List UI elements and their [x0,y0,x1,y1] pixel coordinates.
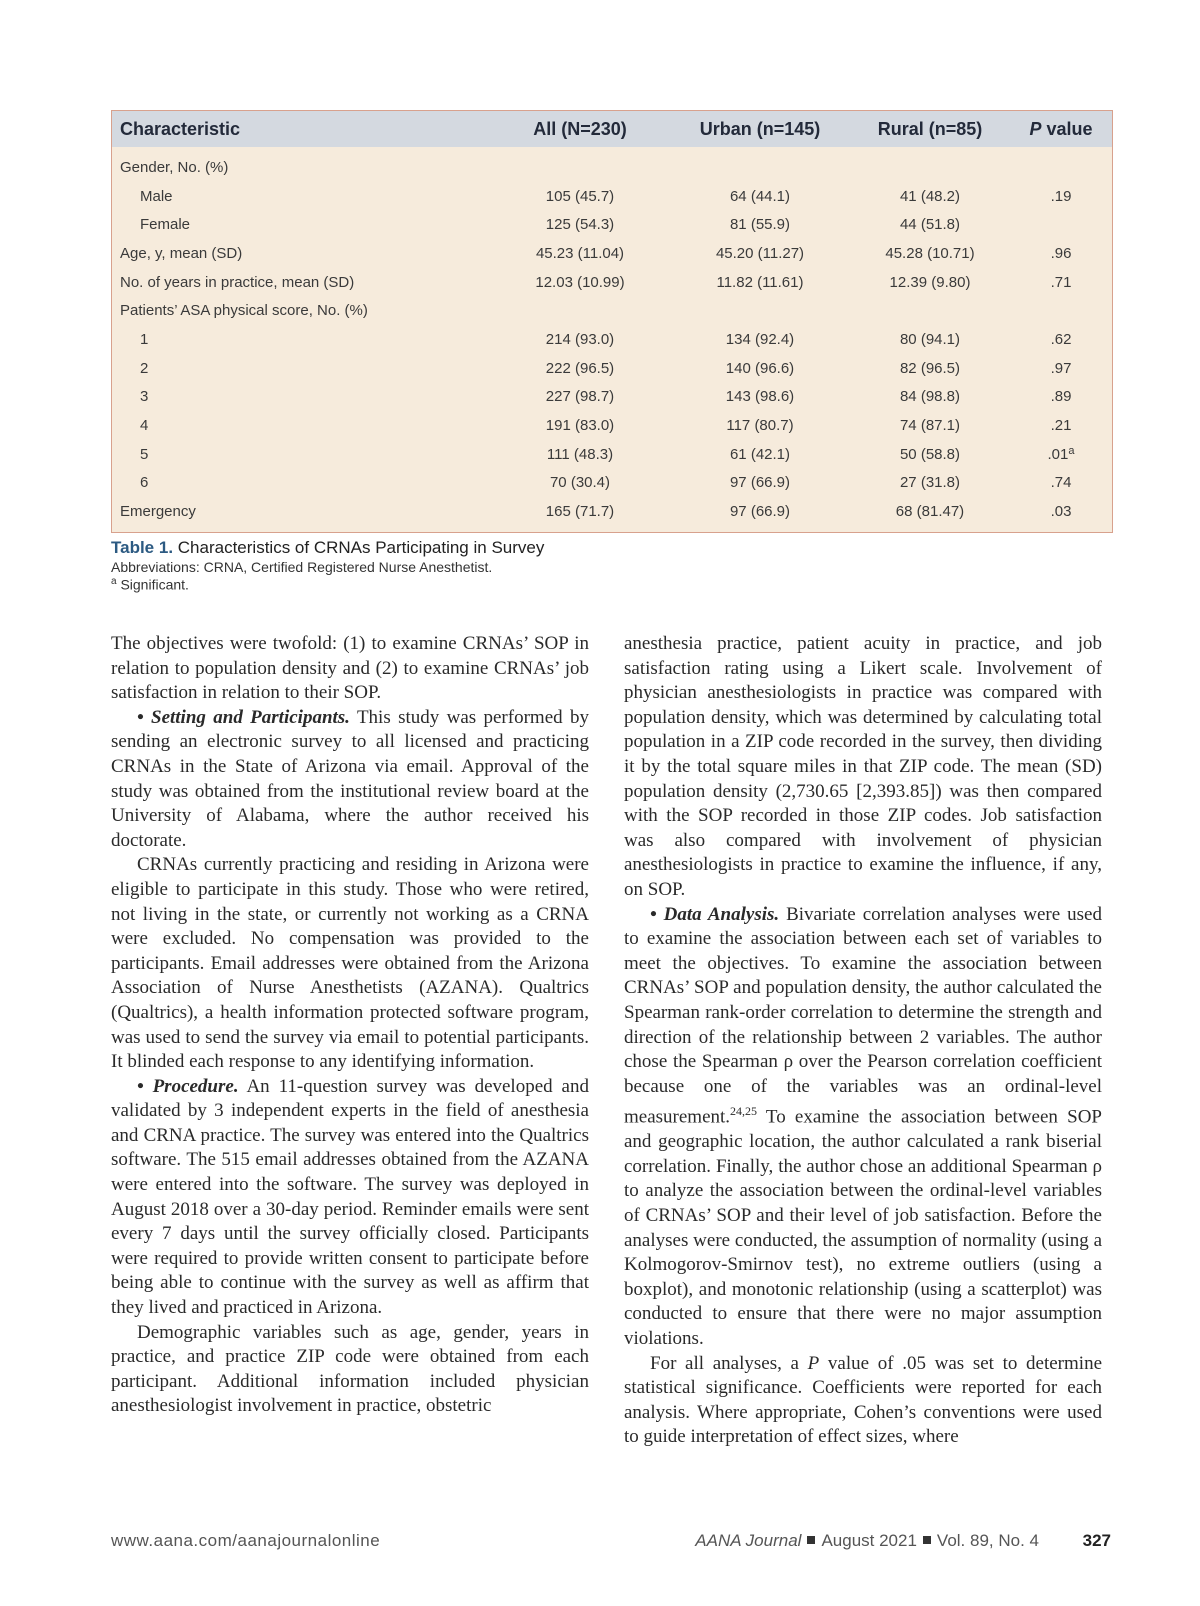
caption-footnote: $^a$ Significant. [111,576,189,593]
table-row [112,440,1112,469]
cell-urban: 134 (92.4) [725,330,795,348]
table-row [112,354,1112,383]
paragraph: Demographic variables such as age, gender, years in practice, and practice ZIP code were obtained from each participant. Additional information included physician anesthesiologist involvement in practice, obstetric [111,1321,589,1417]
row-label: 4 [140,417,149,435]
characteristics-table [111,110,1113,533]
header-all: All (N=230) [533,118,627,139]
cell-all: 227 (98.7) [545,388,615,406]
cell-urban: 45.20 (11.27) [715,244,805,262]
cell-urban: 61 (42.1) [729,445,791,463]
left-text-column [111,632,589,1419]
cell-p: .74 [1050,474,1072,492]
row-label: Age, y, mean (SD) [120,244,243,262]
cell-p: .19 [1050,187,1072,205]
cell-all: 105 (45.7) [545,187,615,205]
table-row [112,383,1112,412]
table-row [112,239,1112,268]
header-rural: Rural (n=85) [877,118,983,139]
citation-ref: 24,25 [730,1104,758,1119]
paragraph: • Setting and Participants. This study was performed by sending an electronic survey to all licensed and practicing CRNAs in the State of Arizona via email. Approval of the study was obtained from the institutional review board at the University of Alabama, where the author received his doctorate. [111,706,589,851]
cell-urban [670,147,850,182]
cell-urban: 64 (44.1) [729,187,791,205]
cell-all: 70 (30.4) [549,474,611,492]
row-label: 5 [140,445,149,463]
table-row [112,210,1112,239]
page-number: 327 [1082,1531,1111,1550]
cell-urban: 97 (66.9) [729,474,791,492]
cell-p: .62 [1050,330,1072,348]
row-label: Gender, No. (%) [120,158,229,176]
cell-all [490,296,670,325]
cell-all: 111 (48.3) [546,445,614,463]
row-label: 6 [140,474,149,492]
cell-p: .71 [1050,273,1072,291]
table-caption [111,538,544,593]
header-p-value: P value [1029,118,1093,139]
cell-p [1010,147,1112,182]
cell-rural: 50 (58.8) [899,445,961,463]
cell-urban: 117 (80.7) [726,417,794,435]
journal-citation: AANA Journal August 2021 Vol. 89, No. 4 [695,1531,1039,1550]
cell-p: .03 [1050,503,1072,521]
paragraph: • Procedure. An 11-question survey was developed and validated by 3 independent experts in the field of anesthesia and CRNA practice. The survey was entered into the Qualtrics software. The 515 email addresses obtained from the AZANA were entered into the software. The survey was deployed in August 2018 over a 30-day period. Reminder emails were sent every 7 days until the survey officially closed. Participants were required to provide written consent to participate before being able to continue with the survey as well as affirm that they lived and practiced in Arizona. [111,1075,589,1319]
cell-urban: 97 (66.9) [729,503,791,521]
table-row [112,296,1112,325]
table-row [112,497,1112,532]
page-footer [111,1531,1111,1555]
cell-all: 45.23 (11.04) [535,244,625,262]
cell-rural: 27 (31.8) [899,474,961,492]
row-label: Patients’ ASA physical score, No. (%) [120,302,368,320]
table-header-row [112,111,1112,147]
cell-rural: 45.28 (10.71) [885,244,975,262]
cell-all: 191 (83.0) [545,417,615,435]
cell-p [1010,296,1112,325]
paragraph: anesthesia practice, patient acuity in practice, and job satisfaction rating using a Likert scale. Involvement of physician anesthesiologists in practice was compared with population density, which was determined by calculating total population in a ZIP code recorded in the survey, then dividing it by the total square miles in that ZIP code. The mean (SD) population density (2,730.65 [2,393.85]) was then compared with the SOP recorded in those ZIP codes. Job satisfaction was also compared with involvement of physician anesthesiologists in practice to examine the influence, if any, on SOP. [624,633,1102,900]
cell-p: .21 [1050,417,1072,435]
cell-p: .97 [1050,359,1072,377]
cell-urban: 81 (55.9) [729,216,791,234]
row-label: 1 [140,330,149,348]
cell-all: 125 (54.3) [545,216,615,234]
cell-all: 12.03 (10.99) [535,273,625,291]
cell-rural: 80 (94.1) [899,330,961,348]
header-characteristic: Characteristic [120,118,241,139]
paragraph: The objectives were twofold: (1) to examine CRNAs’ SOP in relation to population density and (2) to examine CRNAs’ job satisfaction in relation to their SOP. [111,633,589,704]
cell-rural [850,147,1010,182]
cell-rural: 41 (48.2) [899,187,961,205]
cell-p [1010,210,1112,239]
cell-p: .01$^a$ [1047,445,1075,464]
section-heading: • Procedure. [137,1075,239,1097]
paragraph: CRNAs currently practicing and residing in Arizona were eligible to participate in this study. Those who were retired, not living in the state, or currently not working as a CRNA were excluded. No compensation was provided to the participants. Email addresses were obtained from the Arizona Association of Nurse Anesthetists (AZANA). Qualtrics (Qualtrics), a health information protected software program, was used to send the survey via email to potential participants. It blinded each response to any identifying information. [111,854,589,1073]
cell-p: .96 [1050,244,1072,262]
header-urban: Urban (n=145) [699,118,821,139]
row-label: No. of years in practice, mean (SD) [120,273,355,291]
right-text-column [624,632,1102,1450]
caption-label: Table 1. [111,538,174,557]
table-row [112,268,1112,297]
cell-rural: 12.39 (9.80) [889,273,971,291]
row-label: Emergency [120,503,196,521]
cell-rural: 44 (51.8) [899,216,961,234]
table-row [112,147,1112,182]
row-label: Female [140,216,191,234]
journal-url: www.aana.com/aanajournalonline [111,1531,381,1550]
cell-rural [850,296,1010,325]
row-label: Male [140,187,173,205]
cell-p: .89 [1050,388,1072,406]
row-label: 2 [140,359,149,377]
cell-all [490,147,670,182]
caption-text: Characteristics of CRNAs Participating in Survey [177,538,545,557]
significance-mark: a [1068,445,1075,458]
table [112,111,1112,532]
caption-abbreviations: Abbreviations: CRNA, Certified Registered Nurse Anesthetist. [111,559,493,575]
table-row [112,469,1112,498]
square-bullet-icon [807,1536,815,1544]
table-row [112,182,1112,211]
cell-rural: 68 (81.47) [895,503,965,521]
cell-rural: 82 (96.5) [899,359,961,377]
section-heading: • Data Analysis. [650,903,780,925]
cell-rural: 74 (87.1) [899,417,961,435]
cell-all: 165 (71.7) [545,503,615,521]
cell-urban: 140 (96.6) [725,359,795,377]
section-heading: • Setting and Participants. [137,706,350,728]
paragraph: For all analyses, a P value of .05 was set to determine statistical significance. Coefficients were reported for each analysis. Where appropriate, Cohen’s conventions were used to guide interpretation of effect sizes, where [624,1352,1103,1448]
table-row [112,411,1112,440]
row-label: 3 [140,388,149,406]
cell-rural: 84 (98.8) [899,388,961,406]
cell-urban: 11.82 (11.61) [716,273,804,291]
cell-all: 222 (96.5) [545,359,615,377]
table-row [112,325,1112,354]
cell-all: 214 (93.0) [545,330,615,348]
cell-urban [670,296,850,325]
cell-urban: 143 (98.6) [725,388,795,406]
caption-title [111,538,544,558]
square-bullet-icon [923,1536,931,1544]
paragraph: • Data Analysis. Bivariate correlation analyses were used to examine the association between each set of variables to meet the objectives. To examine the association between CRNAs’ SOP and population density, the author calculated the Spearman rank-order correlation to determine the strength and direction of the relationship between 2 variables. The author chose the Spearman ρ over the Pearson correlation coefficient because one of the variables was an ordinal-level measurement.$^{24,25}$ To examine the association between SOP and geographic location, the author calculated a rank biserial correlation. Finally, the author chose an additional Spearman ρ to analyze the association between the ordinal-level variables of CRNAs’ SOP and their level of job satisfaction. Before the analyses were conducted, the assumption of normality (using a Kolmogorov-Smirnov test), no extreme outliers (using a boxplot), and monotonic relationship (using a scatterplot) was conducted to ensure that there were no major assumption violations. [624,903,1102,1349]
